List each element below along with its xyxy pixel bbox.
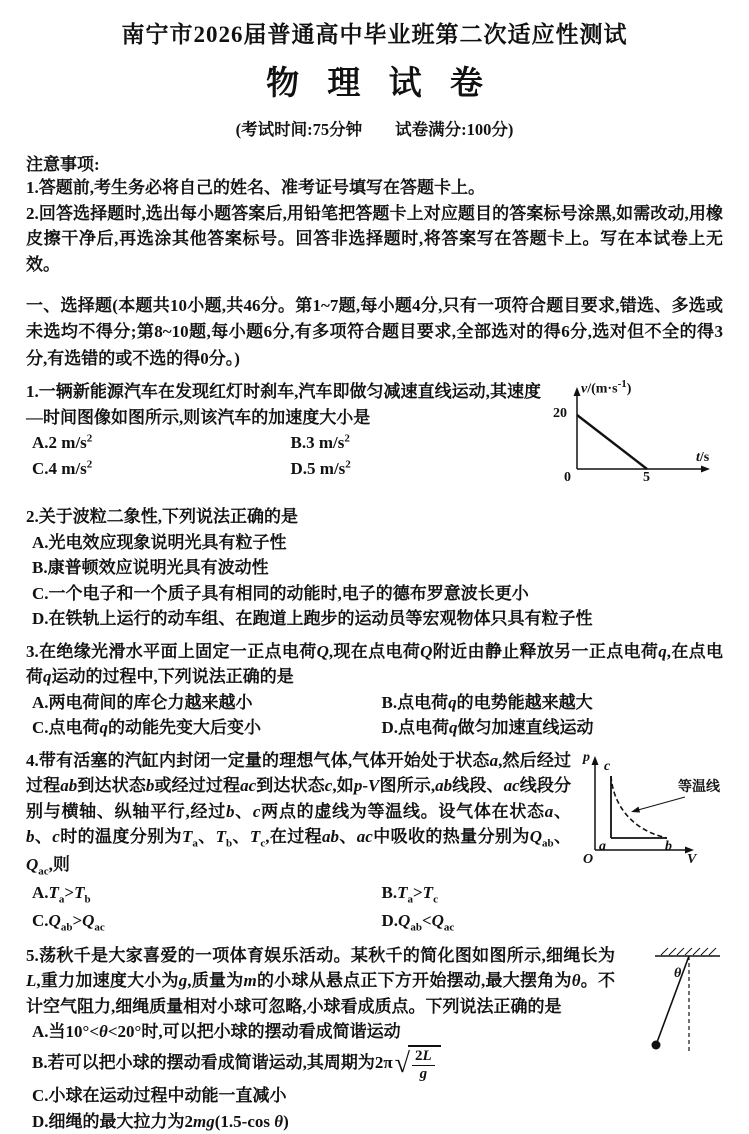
notice-item-1: 1.答题前,考生务必将自己的姓名、准考证号填写在答题卡上。 [26, 178, 485, 197]
q4-label-isotherm: 等温线 [678, 779, 720, 795]
q1-velocity-time-graph [551, 378, 723, 497]
q4-option-d: $D.Q_{ab}<Q_{ac}$ [381, 910, 455, 934]
q2-option-b: B.康普顿效应说明光具有波动性 [32, 558, 269, 578]
q4-label-a: a [599, 838, 606, 854]
q1-option-c: C.4 $m/s^2$ [32, 457, 93, 478]
q2-option-a: A.光电效应现象说明光具有粒子性 [32, 532, 287, 552]
exam-time-score-info: (考试时间:75分钟 试卷满分:100分) [235, 120, 514, 139]
question-2 [26, 504, 723, 632]
q4-option-c: $C.Q_{ab}>Q_{ac}$ [32, 910, 105, 934]
q4-label-v: V [687, 851, 697, 867]
q4-graph-axes [581, 750, 723, 874]
q1-graph-ylabel: $v/(m\cdot s^{-1})$ [581, 378, 632, 397]
q5-options [26, 1019, 723, 1134]
question-3 [26, 639, 723, 741]
notice-item-2: 2.回答选择题时,选出每小题答案后,用铅笔把答题卡上对应题目的答案标号涂黑,如需改动,用橡皮擦干净后,再选涂其他答案标号。回答非选择题时,将答案写在答题卡上。写在本试卷上无效。 [26, 203, 723, 274]
question-4 [26, 748, 723, 936]
q4-pv-diagram [581, 750, 723, 874]
q4-option-a: $A.T_a>T_b$ [32, 882, 91, 906]
q1-graph-origin: 0 [564, 470, 571, 486]
q4-label-origin: O [583, 851, 594, 867]
q4-option-b: $B.T_a>T_c$ [381, 882, 438, 906]
q4-stem: 4.带有活塞的汽缸内封闭一定量的理想气体,气体开始处于状态a,然后经过过程ab到达状态b或经过过程ac到达状态c,如p-V图所示,ab线段、ac线段分别与横轴、纵轴平行,经过b、c两点的虚线为等温线。设气体在状态a、b、c时的温度分别为$T_a$、$T_b$、$T_c$,在过程ab、ac中吸收的热量分别为$Q_{ab}$、$Q_{ac}$,则 [26, 750, 572, 878]
q1-option-a: A.2 $m/s^2$ [32, 432, 93, 453]
q4-label-b: b [665, 838, 672, 854]
q5-option-c: C.小球在运动过程中动能一直减小 [32, 1086, 287, 1106]
q1-stem: 1.一辆新能源汽车在发现红灯时刹车,汽车即做匀减速直线运动,其速度—时间图像如图所示,则该汽车的加速度大小是 [26, 382, 541, 427]
q1-graph-ytick-20: 20 [553, 406, 567, 422]
q1-option-d: D.5 $m/s^2$ [290, 457, 351, 478]
q5-option-d: D.细绳的最大拉力为2mg(1.5-cos θ) [32, 1111, 289, 1131]
notice-section [26, 150, 723, 277]
q5-pendulum-drawing [627, 945, 723, 1065]
q1-graph-xtick-5: 5 [643, 470, 650, 486]
q2-option-d: D.在铁轨上运行的动车组、在跑道上跑步的运动员等宏观物体只具有粒子性 [32, 609, 593, 629]
q2-stem: 2.关于波粒二象性,下列说法正确的是 [26, 507, 298, 527]
q5-pendulum-diagram [627, 945, 723, 1065]
q4-options [26, 880, 723, 936]
q3-options [26, 690, 723, 741]
q5-label-theta: θ [674, 965, 682, 981]
q4-label-c: c [604, 758, 611, 774]
q4-label-p: p [583, 749, 590, 765]
q1-graph-axes [551, 378, 723, 497]
question-1 [26, 379, 723, 497]
question-5 [26, 943, 723, 1134]
paper-name: 物 理 试 卷 [266, 66, 493, 102]
q5-stem: 5.荡秋千是大家喜爱的一项体育娱乐活动。某秋千的简化图如图所示,细绳长为L,重力加速度大小为g,质量为m的小球从悬点正下方开始摆动,最大摆角为θ。不计空气阻力,细绳质量相对小球可忽略,小球看成质点。下列说法正确的是 [26, 945, 616, 1016]
q1-graph-xlabel: t/s [696, 450, 710, 466]
exam-title: 南宁市2026届普通高中毕业班第二次适应性测试 [121, 22, 628, 47]
q1-options [26, 430, 541, 481]
q2-option-c: C.一个电子和一个质子具有相同的动能时,电子的德布罗意波长更小 [32, 583, 529, 603]
q1-option-b: B.3 $m/s^2$ [290, 432, 350, 453]
q3-stem: 3.在绝缘光滑水平面上固定一正点电荷Q,现在点电荷Q附近由静止释放另一正点电荷q,在点电荷q运动的过程中,下列说法正确的是 [26, 641, 724, 687]
q5-option-b: B.若可以把小球的摆动看成简谐运动,其周期为2π √ $\frac{2L}{g}$ [32, 1045, 723, 1084]
q3-option-d: D.点电荷q做匀加速直线运动 [381, 718, 594, 738]
q5-option-a: A.当10°<θ<20°时,可以把小球的摆动看成简谐运动 [32, 1022, 401, 1042]
q2-options [26, 530, 723, 632]
q3-option-c: C.点电荷q的动能先变大后变小 [32, 718, 262, 738]
notice-heading: 注意事项: [26, 155, 100, 174]
q3-option-a: A.两电荷间的库仑力越来越小 [32, 692, 253, 712]
section-1-heading: 一、选择题(本题共10小题,共46分。第1~7题,每小题4分,只有一项符合题目要求,错选、多选或未选均不得分;第8~10题,每小题6分,有多项符合题目要求,全部选对的得6分,选对但不全的得3分,有选错的或不选的得0分。) [26, 296, 723, 368]
q3-option-b: B.点电荷q的电势能越来越大 [381, 692, 593, 712]
